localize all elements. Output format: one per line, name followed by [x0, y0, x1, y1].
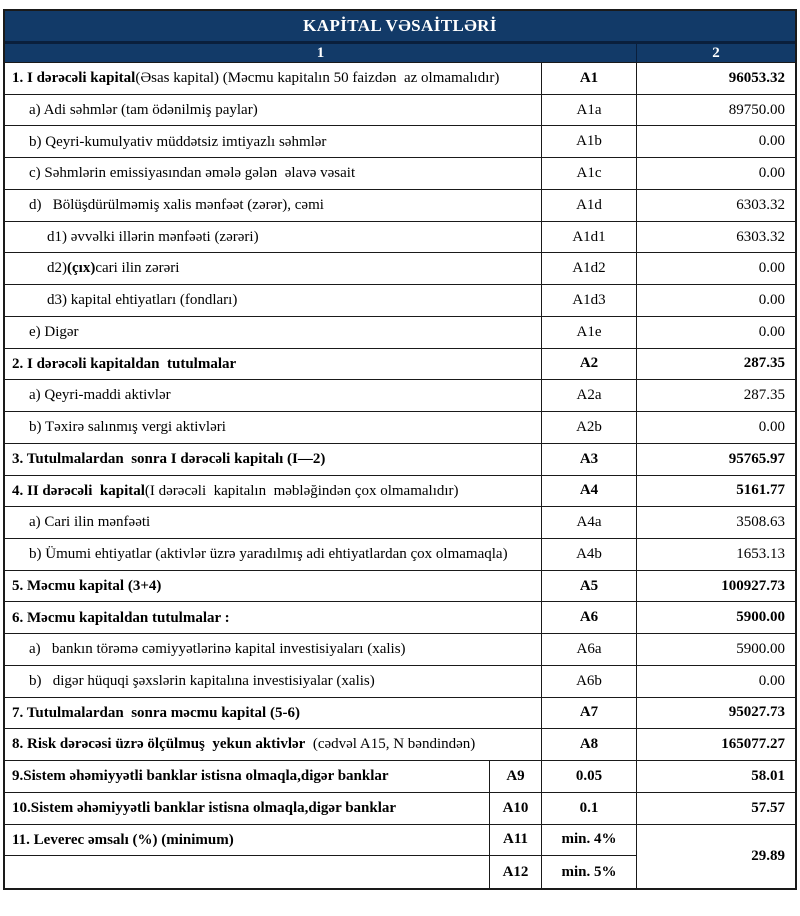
- row-label-pre: b) Təxirə salınmış vergi aktivləri: [29, 419, 226, 436]
- row-code: A2: [542, 349, 637, 381]
- row-value: 5161.77: [637, 476, 795, 508]
- row-code: A1a: [542, 95, 637, 127]
- row-value: 96053.32: [637, 63, 795, 95]
- row-label-pre: d3) kapital ehtiyatları (fondları): [47, 292, 238, 309]
- leverage-value: 29.89: [637, 825, 795, 888]
- row-code: A1: [542, 63, 637, 95]
- row-label-pre: e) Digər: [29, 323, 79, 340]
- row-value: 57.57: [637, 793, 795, 825]
- leverage-ratio-a12: min. 5%: [542, 856, 637, 888]
- row-label-pre: b) Ümumi ehtiyatlar (aktivlər üzrə yaradılmış adi ehtiyatlardan çox olmamaqla): [29, 546, 508, 563]
- row-label-cell: [5, 793, 490, 825]
- row-label-pre: a) Qeyri-maddi aktivlər: [29, 387, 171, 404]
- row-label-bold: 3. Tutulmalardan sonra I dərəcəli kapitalı (I—2): [12, 450, 326, 467]
- row-code: A1b: [542, 126, 637, 158]
- row-label-bold: 5. Məcmu kapital (3+4): [12, 577, 162, 594]
- row-value: 0.00: [637, 158, 795, 190]
- row-code: A3: [542, 444, 637, 476]
- row-label-post: (Əsas kapital) (Məcmu kapitalın 50 faizdən az olmamalıdır): [135, 70, 500, 87]
- row-code: A6: [542, 602, 637, 634]
- column-header-1: 1: [5, 44, 637, 63]
- table-title: KAPİTAL VƏSAİTLƏRİ: [5, 11, 795, 44]
- row-code: A10: [490, 793, 542, 825]
- row-label-cell: [5, 190, 542, 222]
- row-label-bold: (çıx): [67, 260, 96, 277]
- row-value: 6303.32: [637, 222, 795, 254]
- row-label-pre: c) Səhmlərin emissiyasından əmələ gələn əlavə vəsait: [29, 165, 356, 182]
- leverage-label: 11. Leverec əmsalı (%) (minimum): [12, 831, 234, 848]
- leverage-code-a12: A12: [490, 856, 542, 888]
- row-label-cell: [5, 571, 542, 603]
- row-code: A1e: [542, 317, 637, 349]
- row-ratio: 0.05: [542, 761, 637, 793]
- row-code: A7: [542, 698, 637, 730]
- row-label-cell: [5, 158, 542, 190]
- leverage-label-cell: [5, 825, 490, 857]
- row-code: A2a: [542, 380, 637, 412]
- row-label-pre: a) Adi səhmlər (tam ödənilmiş paylar): [29, 101, 258, 118]
- row-label-cell: [5, 507, 542, 539]
- row-label-cell: [5, 285, 542, 317]
- leverage-code-a11: A11: [490, 825, 542, 857]
- row-code: A4a: [542, 507, 637, 539]
- row-value: 5900.00: [637, 602, 795, 634]
- row-label-pre: a) Cari ilin mənfəəti: [29, 514, 151, 531]
- row-label-bold: 7. Tutulmalardan sonra məcmu kapital (5-6): [12, 704, 300, 721]
- row-value: 287.35: [637, 380, 795, 412]
- row-label-cell: [5, 222, 542, 254]
- row-label-pre: a) bankın törəmə cəmiyyətlərinə kapital investisiyaları (xalis): [29, 641, 406, 658]
- row-label-cell: [5, 634, 542, 666]
- row-code: A5: [542, 571, 637, 603]
- row-value: 0.00: [637, 253, 795, 285]
- leverage-empty-cell: [5, 856, 490, 888]
- row-label-bold: 4. II dərəcəli kapital: [12, 482, 145, 499]
- row-value: 0.00: [637, 317, 795, 349]
- row-label-cell: [5, 253, 542, 285]
- row-label-cell: [5, 126, 542, 158]
- row-value: 5900.00: [637, 634, 795, 666]
- row-value: 287.35: [637, 349, 795, 381]
- row-label-cell: [5, 476, 542, 508]
- row-value: 3508.63: [637, 507, 795, 539]
- row-code: A1d2: [542, 253, 637, 285]
- row-label-cell: [5, 698, 542, 730]
- row-label-bold: 8. Risk dərəcəsi üzrə ölçülmuş yekun aktivlər: [12, 736, 306, 753]
- row-label-pre: d2): [47, 260, 67, 277]
- row-label-bold: 9.Sistem əhəmiyyətli banklar istisna olmaqla,digər banklar: [12, 768, 389, 785]
- row-value: 89750.00: [637, 95, 795, 127]
- row-label-cell: [5, 444, 542, 476]
- row-label-cell: [5, 412, 542, 444]
- row-code: A8: [542, 729, 637, 761]
- row-code: A1c: [542, 158, 637, 190]
- row-label-bold: 6. Məcmu kapitaldan tutulmalar :: [12, 609, 230, 626]
- row-label-cell: [5, 380, 542, 412]
- row-value: 1653.13: [637, 539, 795, 571]
- row-label-cell: [5, 666, 542, 698]
- row-value: 58.01: [637, 761, 795, 793]
- row-label-pre: b) digər hüquqi şəxslərin kapitalına investisiyalar (xalis): [29, 672, 375, 689]
- row-label-cell: [5, 729, 542, 761]
- row-label-cell: [5, 95, 542, 127]
- row-code: A1d1: [542, 222, 637, 254]
- row-label-post: cari ilin zərəri: [95, 260, 180, 277]
- row-code: A4b: [542, 539, 637, 571]
- row-value: 6303.32: [637, 190, 795, 222]
- row-label-pre: b) Qeyri-kumulyativ müddətsiz imtiyazlı səhmlər: [29, 133, 327, 150]
- row-label-cell: [5, 602, 542, 634]
- row-value: 95027.73: [637, 698, 795, 730]
- row-label-cell: [5, 349, 542, 381]
- row-label-cell: [5, 63, 542, 95]
- row-value: 0.00: [637, 412, 795, 444]
- row-code: A2b: [542, 412, 637, 444]
- row-code: A1d3: [542, 285, 637, 317]
- row-label-post: (I dərəcəli kapitalın məbləğindən çox olmamalıdır): [144, 482, 459, 499]
- row-label-bold: 2. I dərəcəli kapitaldan tutulmalar: [12, 355, 237, 372]
- row-label-bold: 10.Sistem əhəmiyyətli banklar istisna olmaqla,digər banklar: [12, 799, 397, 816]
- row-label-bold: 1. I dərəcəli kapital: [12, 70, 136, 87]
- row-label-post: (cədvəl A15, N bəndindən): [305, 736, 476, 753]
- row-ratio: 0.1: [542, 793, 637, 825]
- row-code: A6b: [542, 666, 637, 698]
- row-label-pre: d) Bölüşdürülməmiş xalis mənfəət (zərər), cəmi: [29, 197, 324, 214]
- row-label-cell: [5, 539, 542, 571]
- row-label-cell: [5, 761, 490, 793]
- row-code: A1d: [542, 190, 637, 222]
- row-code: A9: [490, 761, 542, 793]
- row-label-cell: [5, 317, 542, 349]
- row-value: 0.00: [637, 126, 795, 158]
- row-value: 0.00: [637, 666, 795, 698]
- row-value: 95765.97: [637, 444, 795, 476]
- row-value: 165077.27: [637, 729, 795, 761]
- row-code: A6a: [542, 634, 637, 666]
- row-code: A4: [542, 476, 637, 508]
- column-header-2: 2: [637, 44, 795, 63]
- leverage-ratio-a11: min. 4%: [542, 825, 637, 857]
- row-label-pre: d1) əvvəlki illərin mənfəəti (zərəri): [47, 228, 259, 245]
- row-value: 100927.73: [637, 571, 795, 603]
- row-value: 0.00: [637, 285, 795, 317]
- capital-funds-table: [3, 9, 797, 890]
